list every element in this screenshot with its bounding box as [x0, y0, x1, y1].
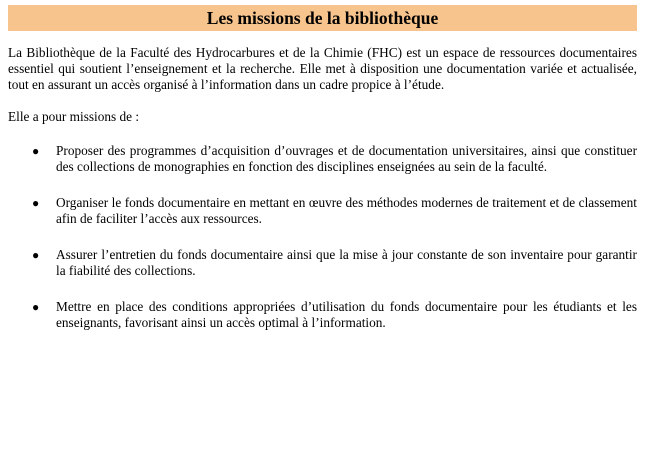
mission-text: Assurer l’entretien du fonds documentaire ainsi que la mise à jour constante de son inventaire pour garantir la fiabilité des collections. — [56, 247, 637, 278]
mission-text: Mettre en place des conditions appropriées d’utilisation du fonds documentaire pour les étudiants et les enseignants, favorisant ainsi un accès optimal à l’information. — [56, 299, 637, 330]
list-item — [8, 247, 637, 279]
missions-lead: Elle a pour missions de : — [8, 109, 140, 124]
missions-list — [8, 143, 637, 331]
list-item — [8, 143, 637, 175]
mission-text: Proposer des programmes d’acquisition d’ouvrages et de documentation universitaires, ainsi que constituer des collections de monographies en fonction des disciplines enseignées au sein de la faculté. — [56, 143, 637, 174]
intro-paragraph: La Bibliothèque de la Faculté des Hydrocarbures et de la Chimie (FHC) est un espace de ressources documentaires essentiel qui soutient l’enseignement et la recherche. Elle met à disposition une documentation variée et actualisée, tout en assurant un accès organisé à l’information dans un cadre propice à l’étude. — [8, 45, 637, 92]
bullet-icon: ● — [32, 248, 40, 262]
mission-text: Organiser le fonds documentaire en mettant en œuvre des méthodes modernes de traitement et de classement afin de faciliter l’accès aux ressources. — [56, 195, 637, 226]
bullet-icon: ● — [32, 144, 40, 158]
list-item — [8, 195, 637, 227]
page-title: Les missions de la bibliothèque — [206, 8, 439, 28]
bullet-icon: ● — [32, 196, 40, 210]
document-page — [8, 5, 637, 351]
bullet-icon: ● — [32, 300, 40, 314]
title-bar — [8, 5, 637, 31]
list-item — [8, 299, 637, 331]
